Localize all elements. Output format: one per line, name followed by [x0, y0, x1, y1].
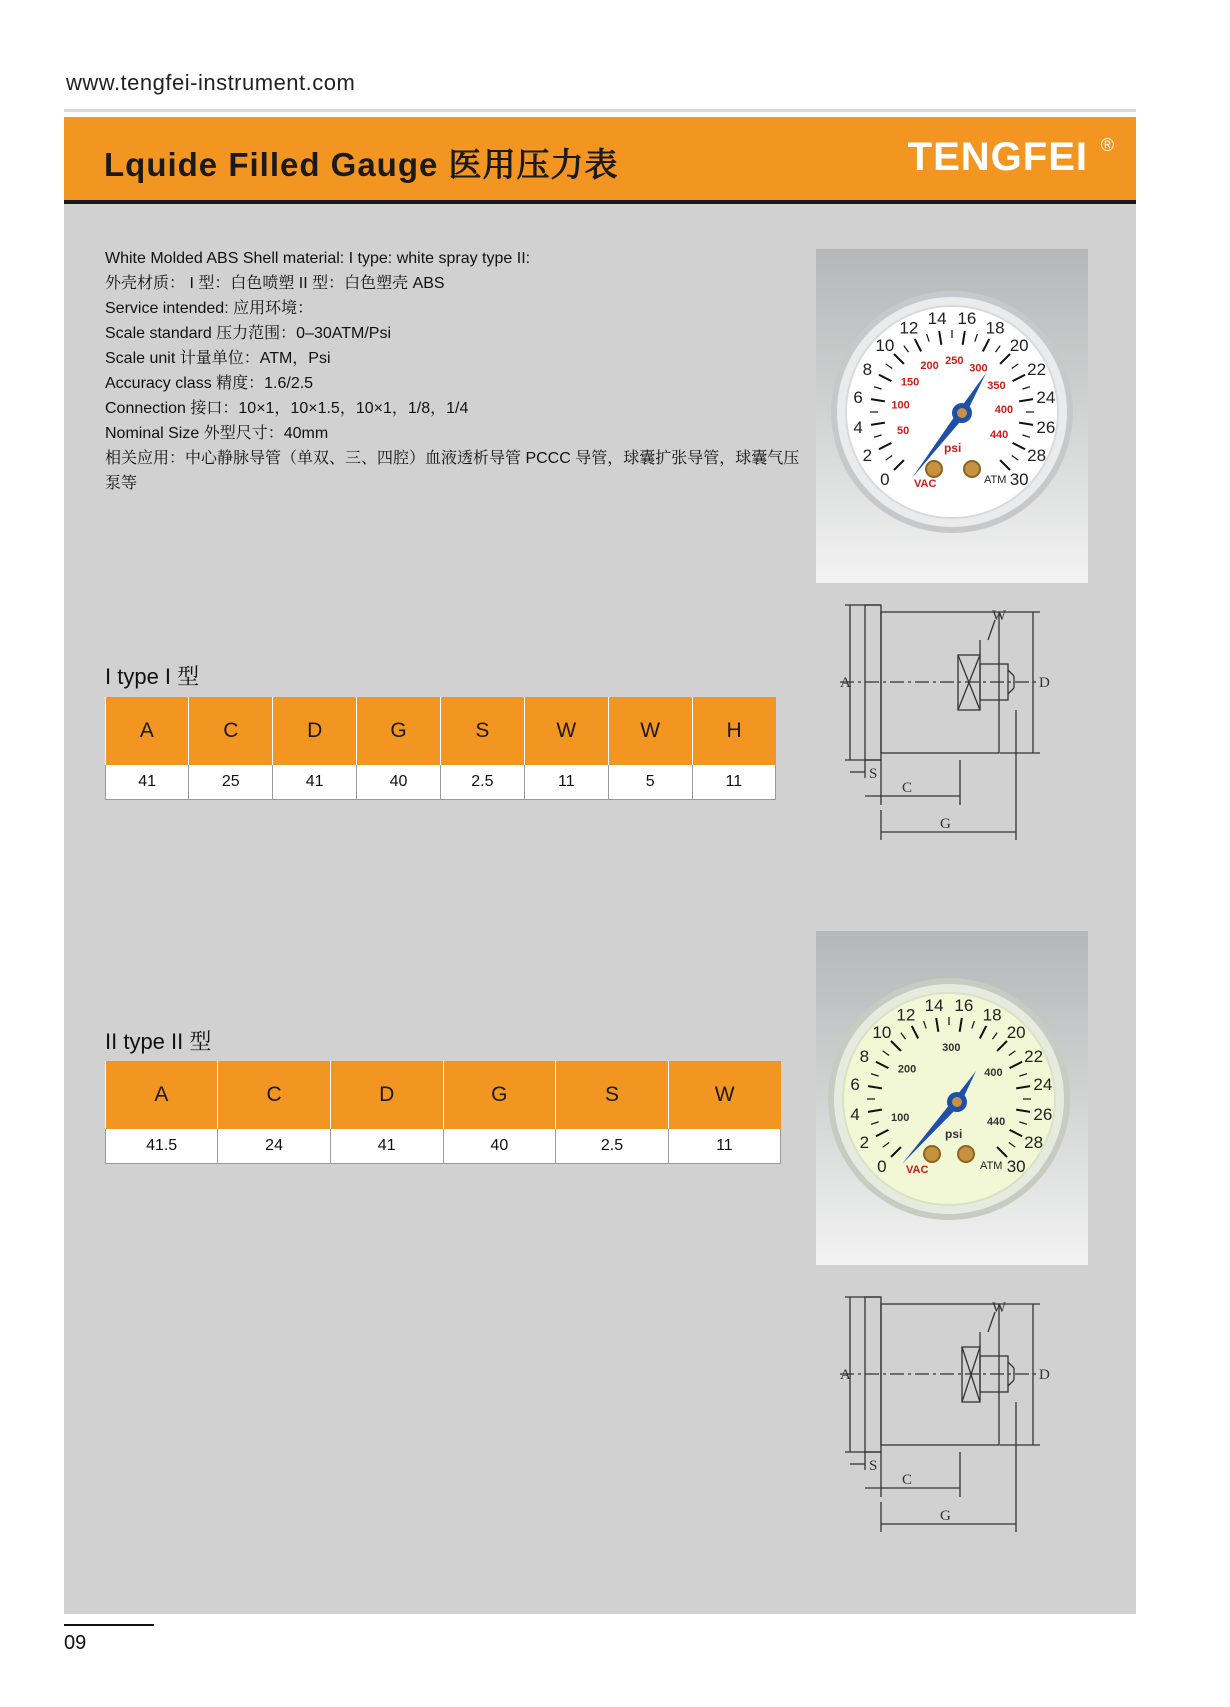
table-row [106, 765, 776, 800]
column-header: S [440, 697, 524, 765]
psi-tick-label: 300 [942, 1042, 961, 1055]
column-header: C [189, 697, 273, 765]
atm-tick-label: 14 [927, 309, 947, 329]
dim-label-c: C [902, 1472, 913, 1488]
psi-label: psi [945, 1127, 963, 1141]
atm-tick-label: 24 [1033, 1075, 1053, 1095]
table-cell: 11 [524, 765, 608, 800]
column-header: S [556, 1061, 669, 1129]
atm-tick-label: 26 [1036, 417, 1056, 437]
spec-line: Accuracy class 精度：1.6/2.5 [105, 375, 314, 392]
atm-tick-label: 22 [1024, 1046, 1044, 1066]
atm-tick-label: 24 [1036, 388, 1056, 408]
column-header: D [330, 1061, 443, 1129]
spec-line: Connection 接口：10×1，10×1.5，10×1，1/8，1/4 [105, 400, 469, 417]
atm-tick-label: 30 [1009, 470, 1029, 490]
psi-tick-label: 100 [890, 1111, 910, 1124]
vac-label: VAC [914, 478, 937, 490]
table-cell: 41.5 [106, 1129, 218, 1164]
atm-tick-label: 18 [982, 1005, 1002, 1025]
psi-tick-label: 200 [920, 360, 939, 373]
atm-tick-label: 20 [1006, 1022, 1026, 1042]
table-cell: 40 [443, 1129, 556, 1164]
atm-label: ATM [984, 474, 1007, 486]
atm-tick-label: 26 [1033, 1104, 1053, 1124]
table-header-row [106, 1061, 781, 1129]
atm-tick-label: 16 [954, 996, 974, 1016]
atm-tick-label: 12 [896, 1005, 916, 1025]
dim-label-a: A [840, 675, 851, 691]
psi-tick-label: 440 [986, 1115, 1006, 1128]
dimension-drawing-type1 [840, 600, 1060, 845]
atm-label: ATM [980, 1160, 1003, 1172]
atm-tick-label: 10 [872, 1022, 892, 1042]
psi-tick-label: 350 [987, 380, 1006, 393]
atm-tick-label: 6 [850, 1075, 860, 1095]
table-cell: 11 [692, 765, 775, 800]
screw-right [958, 1146, 974, 1162]
top-divider [64, 109, 1136, 112]
dim-label-d: D [1039, 1367, 1050, 1383]
header-band [64, 117, 1136, 204]
table-row [106, 1129, 781, 1164]
atm-tick-label: 8 [862, 359, 873, 379]
dim-label-g: G [940, 816, 951, 832]
atm-tick-label: 28 [1024, 1133, 1044, 1153]
type1-title: I type I 型 [105, 664, 200, 689]
atm-tick-label: 18 [985, 318, 1005, 338]
dim-label-a: A [840, 1367, 851, 1383]
spec-line: Scale standard 压力范围：0–30ATM/Psi [105, 325, 392, 342]
table-cell: 24 [218, 1129, 331, 1164]
psi-tick-label: 400 [984, 1067, 1003, 1080]
dim-label-s: S [869, 766, 878, 782]
footer-rule [64, 1624, 154, 1626]
spec-list [105, 246, 815, 496]
psi-tick-label: 300 [969, 362, 988, 375]
column-header: H [692, 697, 775, 765]
atm-tick-label: 8 [859, 1046, 870, 1066]
column-header: D [273, 697, 357, 765]
column-header: A [106, 1061, 218, 1129]
column-header: C [218, 1061, 331, 1129]
atm-tick-label: 0 [880, 470, 890, 490]
dim-label-g: G [940, 1508, 951, 1524]
atm-tick-label: 20 [1009, 335, 1029, 355]
atm-tick-label: 2 [862, 446, 873, 466]
spec-line: 相关应用：中心静脉导管（单双、三、四腔）血液透析导管 PCCC 导管，球囊扩张导管，球囊气压泵等 [105, 450, 800, 492]
gauge-dial-type2 [816, 931, 1088, 1265]
psi-tick-label: 50 [897, 424, 910, 437]
table-header-row [106, 697, 776, 765]
column-header: A [106, 697, 189, 765]
atm-tick-label: 14 [924, 996, 944, 1016]
table-cell: 41 [330, 1129, 443, 1164]
spec-line: Nominal Size 外型尺寸：40mm [105, 425, 329, 442]
atm-tick-label: 0 [877, 1157, 887, 1177]
atm-tick-label: 4 [850, 1104, 860, 1124]
table-cell: 41 [273, 765, 357, 800]
spec-line: 外壳材质： I 型：白色喷塑 II 型：白色塑壳 ABS [105, 275, 445, 292]
column-header: W [668, 1061, 780, 1129]
page-number: 09 [64, 1632, 87, 1654]
type2-dimension-table [105, 1061, 781, 1164]
dim-label-w: W [992, 1300, 1007, 1316]
table-cell: 41 [106, 765, 189, 800]
screw-left [926, 461, 942, 477]
gauge-photo-type1 [816, 249, 1088, 583]
column-header: W [608, 697, 692, 765]
atm-tick-label: 30 [1006, 1157, 1026, 1177]
atm-tick-label: 12 [899, 318, 919, 338]
atm-tick-label: 4 [853, 417, 863, 437]
atm-tick-label: 6 [853, 388, 863, 408]
column-header: W [524, 697, 608, 765]
table-cell: 5 [608, 765, 692, 800]
type1-dimension-table [105, 697, 776, 800]
table-cell: 2.5 [440, 765, 524, 800]
psi-tick-label: 150 [900, 376, 920, 389]
dim-label-s: S [869, 1458, 878, 1474]
screw-right [964, 461, 980, 477]
spec-line: Service intended: 应用环境： [105, 300, 314, 317]
atm-tick-label: 10 [875, 335, 895, 355]
gauge-photo-type2 [816, 931, 1088, 1265]
psi-tick-label: 440 [989, 428, 1009, 441]
site-url: www.tengfei-instrument.com [66, 70, 356, 95]
psi-tick-label: 400 [994, 404, 1014, 417]
psi-tick-label: 200 [897, 1063, 917, 1076]
dimension-drawing-type2 [840, 1292, 1060, 1537]
spec-line: Scale unit 计量单位：ATM，Psi [105, 350, 331, 367]
needle-pin [957, 408, 967, 418]
table-cell: 25 [189, 765, 273, 800]
dim-label-c: C [902, 780, 913, 796]
atm-tick-label: 28 [1027, 446, 1047, 466]
gauge-dial-type1 [816, 249, 1088, 583]
dim-label-d: D [1039, 675, 1050, 691]
psi-label: psi [944, 441, 962, 455]
vac-label: VAC [906, 1164, 929, 1176]
atm-tick-label: 22 [1027, 359, 1047, 379]
type2-title: II type II 型 [105, 1029, 212, 1054]
table-cell: 2.5 [556, 1129, 669, 1164]
psi-tick-label: 100 [891, 399, 910, 412]
page-title: Lquide Filled Gauge 医用压力表 [104, 146, 619, 183]
atm-tick-label: 16 [957, 309, 977, 329]
column-header: G [357, 697, 441, 765]
brand-logo: TENGFEI [907, 135, 1088, 179]
spec-line: White Molded ABS Shell material: I type: white spray type II: [105, 250, 531, 267]
psi-tick-label: 250 [945, 355, 964, 368]
table-cell: 40 [357, 765, 441, 800]
registered-mark: ® [1100, 135, 1114, 155]
dim-label-w: W [992, 608, 1007, 624]
screw-left [924, 1146, 940, 1162]
needle-pin [952, 1097, 962, 1107]
column-header: G [443, 1061, 556, 1129]
table-cell: 11 [668, 1129, 780, 1164]
atm-tick-label: 2 [859, 1133, 870, 1153]
